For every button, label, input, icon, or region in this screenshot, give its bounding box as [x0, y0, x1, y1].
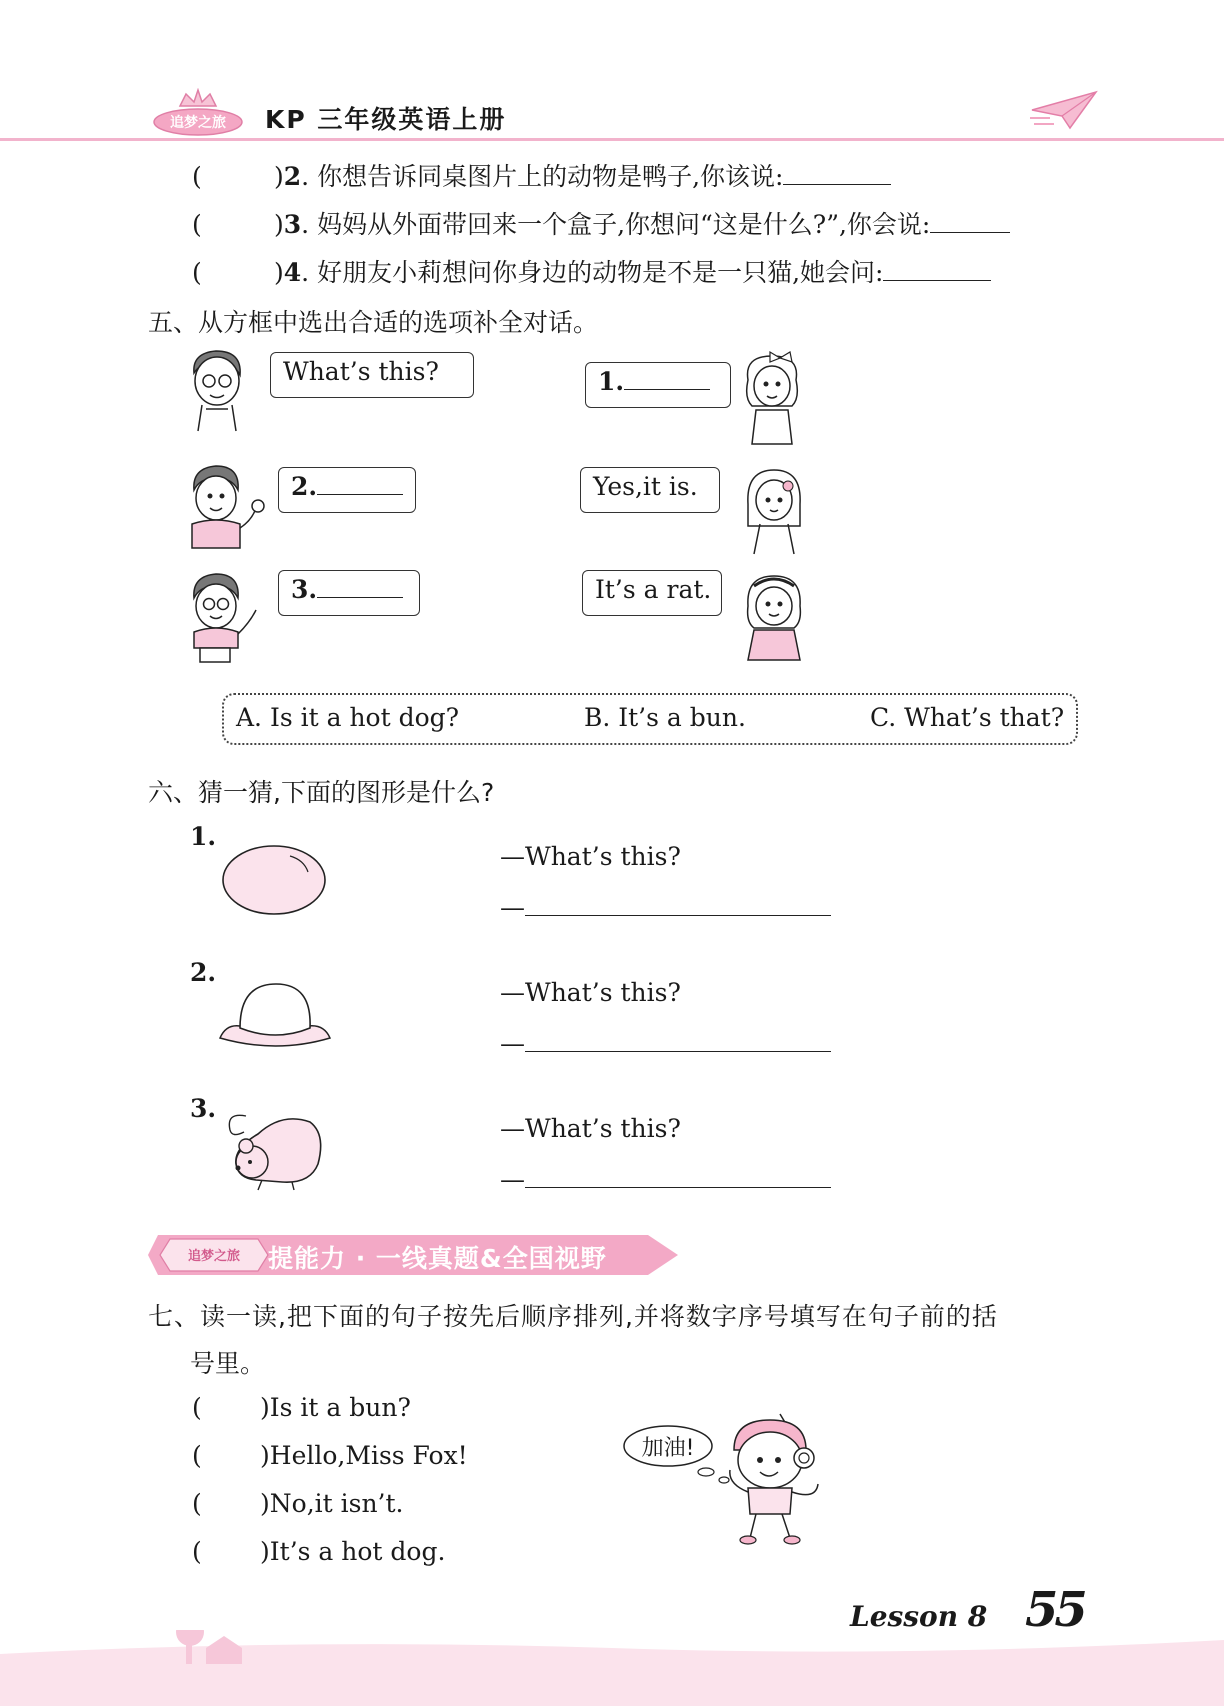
guess-number-1: 1. [190, 822, 217, 851]
girl-bow-illustration [740, 350, 804, 450]
order-item-4: ( )It’s a hot dog. [192, 1537, 446, 1566]
order-paren[interactable]: ( [192, 1489, 202, 1518]
speech-bubble-yes-it-is: Yes,it is. [580, 467, 720, 513]
answer-blank[interactable] [525, 896, 831, 916]
girl-headband-illustration [742, 570, 808, 666]
boy-glasses-illustration [186, 347, 250, 437]
egg-illustration [220, 842, 332, 924]
header-title: KP 三年级英语上册 [265, 105, 507, 134]
question-item-4: ( )4. 好朋友小莉想问你身边的动物是不是一只猫,她会问: [192, 253, 991, 289]
speech-bubble-blank-3[interactable]: 3. [278, 570, 420, 616]
guess-answer-3: — [500, 1165, 831, 1194]
speech-bubble-its-a-rat: It’s a rat. [582, 570, 722, 616]
logo-text: 追梦之旅 [170, 115, 226, 131]
answer-blank[interactable] [525, 1032, 831, 1052]
answer-blank[interactable] [783, 161, 891, 185]
answer-paren-open[interactable]: ( [192, 210, 202, 239]
banner-logo-text: 追梦之旅 [187, 1249, 241, 1264]
banner-text: 提能力 · 一线真题&全国视野 [268, 1244, 607, 1273]
boy-pointing-illustration [186, 570, 266, 668]
footer-decoration [0, 1630, 1224, 1706]
section7-title-line2: 号里。 [190, 1349, 266, 1378]
order-item-1: ( )Is it a bun? [192, 1393, 411, 1422]
answer-paren-open[interactable]: ( [192, 162, 202, 191]
order-paren[interactable]: ( [192, 1393, 202, 1422]
answer-paren-open[interactable]: ( [192, 258, 202, 287]
cheer-text: 加油! [641, 1436, 695, 1461]
section5-title: 五、从方框中选出合适的选项补全对话。 [148, 308, 599, 337]
speech-bubble-blank-1[interactable]: 1. [585, 362, 731, 408]
guess-number-2: 2. [190, 958, 217, 987]
rat-illustration [222, 1104, 326, 1198]
bun-illustration [216, 980, 334, 1056]
question-item-2: ( )2. 你想告诉同桌图片上的动物是鸭子,你该说: [192, 157, 891, 193]
page-number: 55 [1025, 1582, 1084, 1638]
speech-bubble-whats-this: What’s this? [270, 352, 474, 398]
kid-headphones-illustration [720, 1410, 824, 1550]
option-b: B. It’s a bun. [584, 703, 746, 732]
answer-blank[interactable] [883, 257, 991, 281]
speech-bubble-blank-2[interactable]: 2. [278, 467, 416, 513]
guess-question-1: —What’s this? [500, 842, 681, 871]
question-item-3: ( )3. 妈妈从外面带回来一个盒子,你想问“这是什么?”,你会说: [192, 205, 1010, 241]
girl-flower-illustration [742, 464, 806, 560]
paper-plane-icon [1030, 88, 1100, 138]
order-item-3: ( )No,it isn’t. [192, 1489, 404, 1518]
order-paren[interactable]: ( [192, 1441, 202, 1470]
order-item-2: ( )Hello,Miss Fox! [192, 1441, 468, 1470]
option-c: C. What’s that? [870, 703, 1065, 732]
option-a: A. Is it a hot dog? [236, 703, 460, 732]
guess-question-2: —What’s this? [500, 978, 681, 1007]
guess-answer-2: — [500, 1029, 831, 1058]
guess-number-3: 3. [190, 1094, 217, 1123]
header-divider [0, 138, 1224, 141]
section6-title: 六、猜一猜,下面的图形是什么? [148, 778, 495, 807]
lesson-label: Lesson 8 [850, 1600, 988, 1633]
order-paren[interactable]: ( [192, 1537, 202, 1566]
answer-blank[interactable] [525, 1168, 831, 1188]
section7-title-line1: 七、读一读,把下面的句子按先后顺序排列,并将数字序号填写在句子前的括 [148, 1302, 998, 1331]
guess-answer-1: — [500, 893, 831, 922]
header-logo [150, 88, 246, 138]
guess-question-3: —What’s this? [500, 1114, 681, 1143]
boy-waving-illustration [186, 462, 266, 554]
answer-blank[interactable] [930, 209, 1010, 233]
